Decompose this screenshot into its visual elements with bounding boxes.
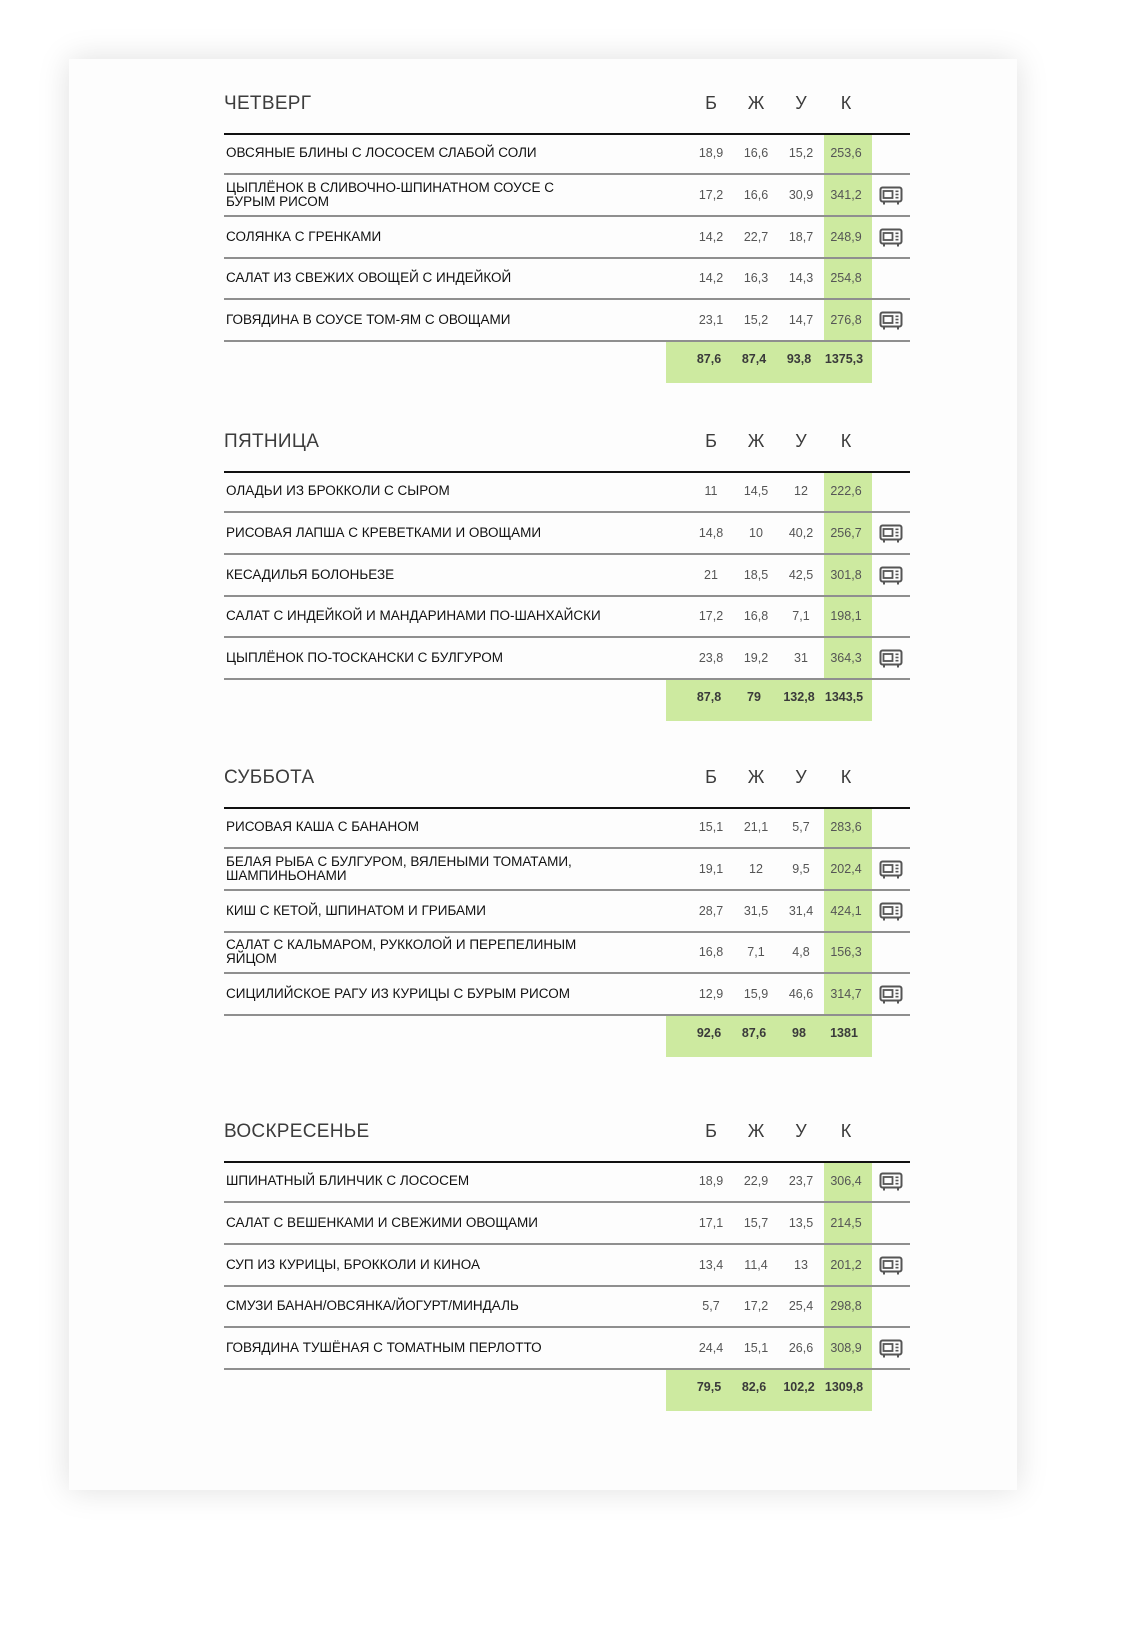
dish-row: [224, 258, 910, 300]
dish-name: САЛАТ С ВЕШЕНКАМИ И СВЕЖИМИ ОВОЩАМИ: [226, 1214, 539, 1230]
dish-z-value: 15,9: [743, 987, 769, 1002]
dish-k-value: 364,3: [830, 651, 862, 666]
dish-k-value: 201,2: [830, 1257, 862, 1272]
dish-b-value: 24,4: [698, 1341, 724, 1356]
dish-b-value: 13,4: [698, 1257, 724, 1272]
dish-k-value: 283,6: [830, 820, 862, 834]
microwave-icon: [879, 566, 903, 586]
dish-b-value: 16,8: [698, 945, 724, 960]
dish-b-value: 23,8: [698, 651, 724, 666]
dish-k-value: 253,6: [830, 146, 862, 160]
dish-z-value: 16,3: [743, 271, 769, 286]
column-header-k: К: [840, 93, 852, 113]
dish-name: САЛАТ С КАЛЬМАРОМ, РУККОЛОЙ И ПЕРЕПЕЛИНЫМ ЯЙЦОМ: [226, 937, 577, 967]
dish-u-value: 31: [794, 651, 808, 666]
dish-name: РИСОВАЯ КАША С БАНАНОМ: [226, 819, 420, 834]
dish-u-value: 25,4: [788, 1299, 814, 1314]
microwave-icon: [879, 1256, 903, 1276]
dish-z-value: 31,5: [743, 903, 769, 918]
dish-row: [224, 596, 910, 638]
column-header-u: У: [795, 767, 807, 787]
dish-k-value: 276,8: [830, 313, 862, 328]
dish-u-value: 30,9: [788, 187, 814, 202]
dish-b-value: 28,7: [698, 903, 724, 918]
microwave-icon: [879, 1339, 903, 1359]
dish-k-value: 222,6: [830, 484, 862, 498]
dish-row: [224, 891, 910, 933]
dish-row: [224, 807, 910, 849]
column-header-z: Ж: [747, 1121, 765, 1141]
dish-u-value: 42,5: [788, 567, 814, 582]
dish-b-value: 14,8: [698, 525, 724, 540]
dish-z-value: 16,6: [743, 146, 769, 160]
total-k-value: 1375,3: [824, 352, 864, 366]
column-header-k: К: [840, 767, 852, 787]
dish-z-value: 15,7: [743, 1215, 769, 1230]
dish-name: КЕСАДИЛЬЯ БОЛОНЬЕЗЕ: [226, 566, 395, 582]
dish-name: СУП ИЗ КУРИЦЫ, БРОККОЛИ И КИНОА: [226, 1256, 480, 1272]
dish-row: [224, 638, 910, 680]
dish-k-value: 254,8: [830, 271, 862, 286]
dish-u-value: 13,5: [788, 1215, 814, 1230]
dish-z-value: 22,9: [743, 1174, 769, 1188]
dish-z-value: 22,7: [743, 229, 769, 244]
dish-z-value: 19,2: [743, 651, 769, 666]
dish-name: ОЛАДЬИ ИЗ БРОККОЛИ С СЫРОМ: [226, 483, 450, 498]
dish-k-value: 306,4: [830, 1174, 862, 1188]
microwave-icon: [879, 524, 903, 544]
dish-u-value: 31,4: [788, 903, 814, 918]
day-totals: [666, 1370, 872, 1411]
dish-u-value: 14,7: [788, 313, 814, 328]
dish-u-value: 13: [794, 1257, 808, 1272]
dish-z-value: 14,5: [743, 484, 769, 498]
day-totals: [666, 680, 872, 721]
dish-b-value: 11: [704, 484, 718, 498]
dish-name: СИЦИЛИЙСКОЕ РАГУ ИЗ КУРИЦЫ С БУРЫМ РИСОМ: [226, 986, 570, 1002]
dish-z-value: 15,2: [743, 313, 769, 328]
dish-name: ГОВЯДИНА В СОУСЕ ТОМ-ЯМ С ОВОЩАМИ: [226, 312, 511, 328]
dish-u-value: 23,7: [788, 1174, 814, 1188]
dish-k-value: 424,1: [830, 903, 862, 918]
microwave-icon: [879, 649, 903, 669]
microwave-icon: [879, 228, 903, 248]
dish-b-value: 23,1: [698, 313, 724, 328]
column-header-u: У: [795, 93, 807, 113]
dish-row: [224, 1286, 910, 1328]
total-u-value: 132,8: [783, 690, 815, 704]
dish-b-value: 14,2: [698, 229, 724, 244]
dish-u-value: 26,6: [788, 1341, 814, 1356]
dish-b-value: 18,9: [698, 1174, 724, 1188]
dish-z-value: 16,6: [743, 187, 769, 202]
dish-row: [224, 974, 910, 1016]
column-header-u: У: [795, 431, 807, 451]
total-u-value: 102,2: [783, 1380, 815, 1394]
dish-u-value: 4,8: [792, 945, 810, 960]
dish-u-value: 9,5: [792, 861, 810, 876]
dish-u-value: 5,7: [792, 820, 810, 834]
column-header-b: Б: [705, 1121, 717, 1141]
dish-u-value: 12: [794, 484, 808, 498]
total-u-value: 98: [792, 1026, 806, 1040]
dish-row: [224, 932, 910, 974]
dish-b-value: 5,7: [702, 1299, 720, 1314]
total-b-value: 87,8: [696, 690, 722, 704]
dish-name: КИШ С КЕТОЙ, ШПИНАТОМ И ГРИБАМИ: [226, 902, 487, 918]
dish-row: [224, 1161, 910, 1203]
dish-z-value: 7,1: [747, 945, 765, 960]
dish-row: [224, 1328, 910, 1370]
dish-row: [224, 217, 910, 259]
microwave-icon: [879, 985, 903, 1005]
dish-name: ЦЫПЛЁНОК В СЛИВОЧНО-ШПИНАТНОМ СОУСЕ С БУРЫМ РИСОМ: [226, 179, 554, 209]
dish-k-value: 256,7: [830, 525, 862, 540]
dish-name: СОЛЯНКА С ГРЕНКАМИ: [226, 228, 382, 244]
dish-name: САЛАТ С ИНДЕЙКОЙ И МАНДАРИНАМИ ПО-ШАНХАЙСКИ: [226, 608, 601, 624]
dish-row: [224, 133, 910, 175]
dish-z-value: 16,8: [743, 609, 769, 624]
dish-u-value: 46,6: [788, 987, 814, 1002]
dish-k-value: 314,7: [830, 987, 862, 1002]
dish-u-value: 15,2: [788, 146, 814, 160]
microwave-icon: [879, 860, 903, 880]
dish-row: [224, 300, 910, 342]
dish-row: [224, 555, 910, 597]
day-title: ВОСКРЕСЕНЬЕ: [224, 1121, 370, 1142]
dish-name: ОВСЯНЫЕ БЛИНЫ С ЛОСОСЕМ СЛАБОЙ СОЛИ: [226, 145, 537, 160]
column-header-b: Б: [705, 93, 717, 113]
microwave-icon: [879, 186, 903, 206]
dish-b-value: 19,1: [698, 861, 724, 876]
dish-k-value: 248,9: [830, 229, 862, 244]
dish-b-value: 17,1: [698, 1215, 724, 1230]
microwave-icon: [879, 1172, 903, 1192]
total-k-value: 1343,5: [824, 690, 864, 704]
dish-name: БЕЛАЯ РЫБА С БУЛГУРОМ, ВЯЛЕНЫМИ ТОМАТАМИ, ШАМПИНЬОНАМИ: [226, 853, 572, 883]
total-b-value: 92,6: [696, 1026, 722, 1040]
column-header-b: Б: [705, 767, 717, 787]
dish-z-value: 18,5: [743, 567, 769, 582]
dish-row: [224, 175, 910, 217]
day-totals: [666, 1016, 872, 1057]
day-title: СУББОТА: [224, 767, 315, 788]
total-b-value: 79,5: [696, 1380, 722, 1394]
dish-name: РИСОВАЯ ЛАПША С КРЕВЕТКАМИ И ОВОЩАМИ: [226, 524, 542, 540]
dish-u-value: 40,2: [788, 525, 814, 540]
dish-k-value: 214,5: [830, 1215, 862, 1230]
dish-k-value: 301,8: [830, 567, 862, 582]
microwave-icon: [879, 902, 903, 922]
dish-b-value: 21: [704, 567, 718, 582]
dish-name: САЛАТ ИЗ СВЕЖИХ ОВОЩЕЙ С ИНДЕЙКОЙ: [226, 270, 512, 286]
day-totals: [666, 342, 872, 383]
dish-row: [224, 513, 910, 555]
dish-k-value: 198,1: [830, 609, 862, 624]
dish-k-value: 202,4: [830, 861, 862, 876]
column-header-z: Ж: [747, 431, 765, 451]
column-header-u: У: [795, 1121, 807, 1141]
dish-z-value: 11,4: [744, 1257, 768, 1272]
dish-b-value: 12,9: [698, 987, 724, 1002]
column-header-z: Ж: [747, 767, 765, 787]
dish-name: ШПИНАТНЫЙ БЛИНЧИК С ЛОСОСЕМ: [226, 1173, 470, 1188]
total-z-value: 87,4: [741, 352, 767, 366]
column-header-b: Б: [705, 431, 717, 451]
column-header-k: К: [840, 431, 852, 451]
dish-u-value: 7,1: [792, 609, 810, 624]
dish-u-value: 18,7: [788, 229, 814, 244]
total-z-value: 82,6: [741, 1380, 767, 1394]
dish-z-value: 10: [749, 525, 763, 540]
dish-name: СМУЗИ БАНАН/ОВСЯНКА/ЙОГУРТ/МИНДАЛЬ: [226, 1298, 519, 1314]
dish-z-value: 21,1: [743, 820, 769, 834]
dish-name: ГОВЯДИНА ТУШЁНАЯ С ТОМАТНЫМ ПЕРЛОТТО: [226, 1340, 542, 1356]
total-z-value: 87,6: [741, 1026, 767, 1040]
dish-b-value: 17,2: [698, 187, 724, 202]
dish-row: [224, 1245, 910, 1287]
total-b-value: 87,6: [696, 352, 722, 366]
dish-row: [224, 471, 910, 513]
dish-u-value: 14,3: [788, 271, 814, 286]
dish-z-value: 15,1: [743, 1341, 769, 1356]
dish-name: ЦЫПЛЁНОК ПО-ТОСКАНСКИ С БУЛГУРОМ: [226, 650, 504, 666]
total-z-value: 79: [747, 690, 761, 704]
dish-k-value: 156,3: [830, 945, 862, 960]
dish-k-value: 341,2: [830, 187, 862, 202]
dish-b-value: 17,2: [698, 609, 724, 624]
dish-row: [224, 1203, 910, 1245]
column-header-z: Ж: [747, 93, 765, 113]
day-title: ЧЕТВЕРГ: [224, 93, 312, 114]
day-title: ПЯТНИЦА: [224, 431, 320, 452]
dish-b-value: 14,2: [698, 271, 724, 286]
dish-z-value: 12: [749, 861, 763, 876]
dish-b-value: 15,1: [698, 820, 724, 834]
total-u-value: 93,8: [786, 352, 812, 366]
total-k-value: 1309,8: [824, 1380, 864, 1394]
microwave-icon: [879, 311, 903, 331]
dish-row: [224, 849, 910, 891]
dish-b-value: 18,9: [698, 146, 724, 160]
dish-k-value: 298,8: [830, 1299, 862, 1314]
dish-k-value: 308,9: [830, 1341, 862, 1356]
dish-z-value: 17,2: [743, 1299, 769, 1314]
total-k-value: 1381: [830, 1026, 858, 1040]
column-header-k: К: [840, 1121, 852, 1141]
